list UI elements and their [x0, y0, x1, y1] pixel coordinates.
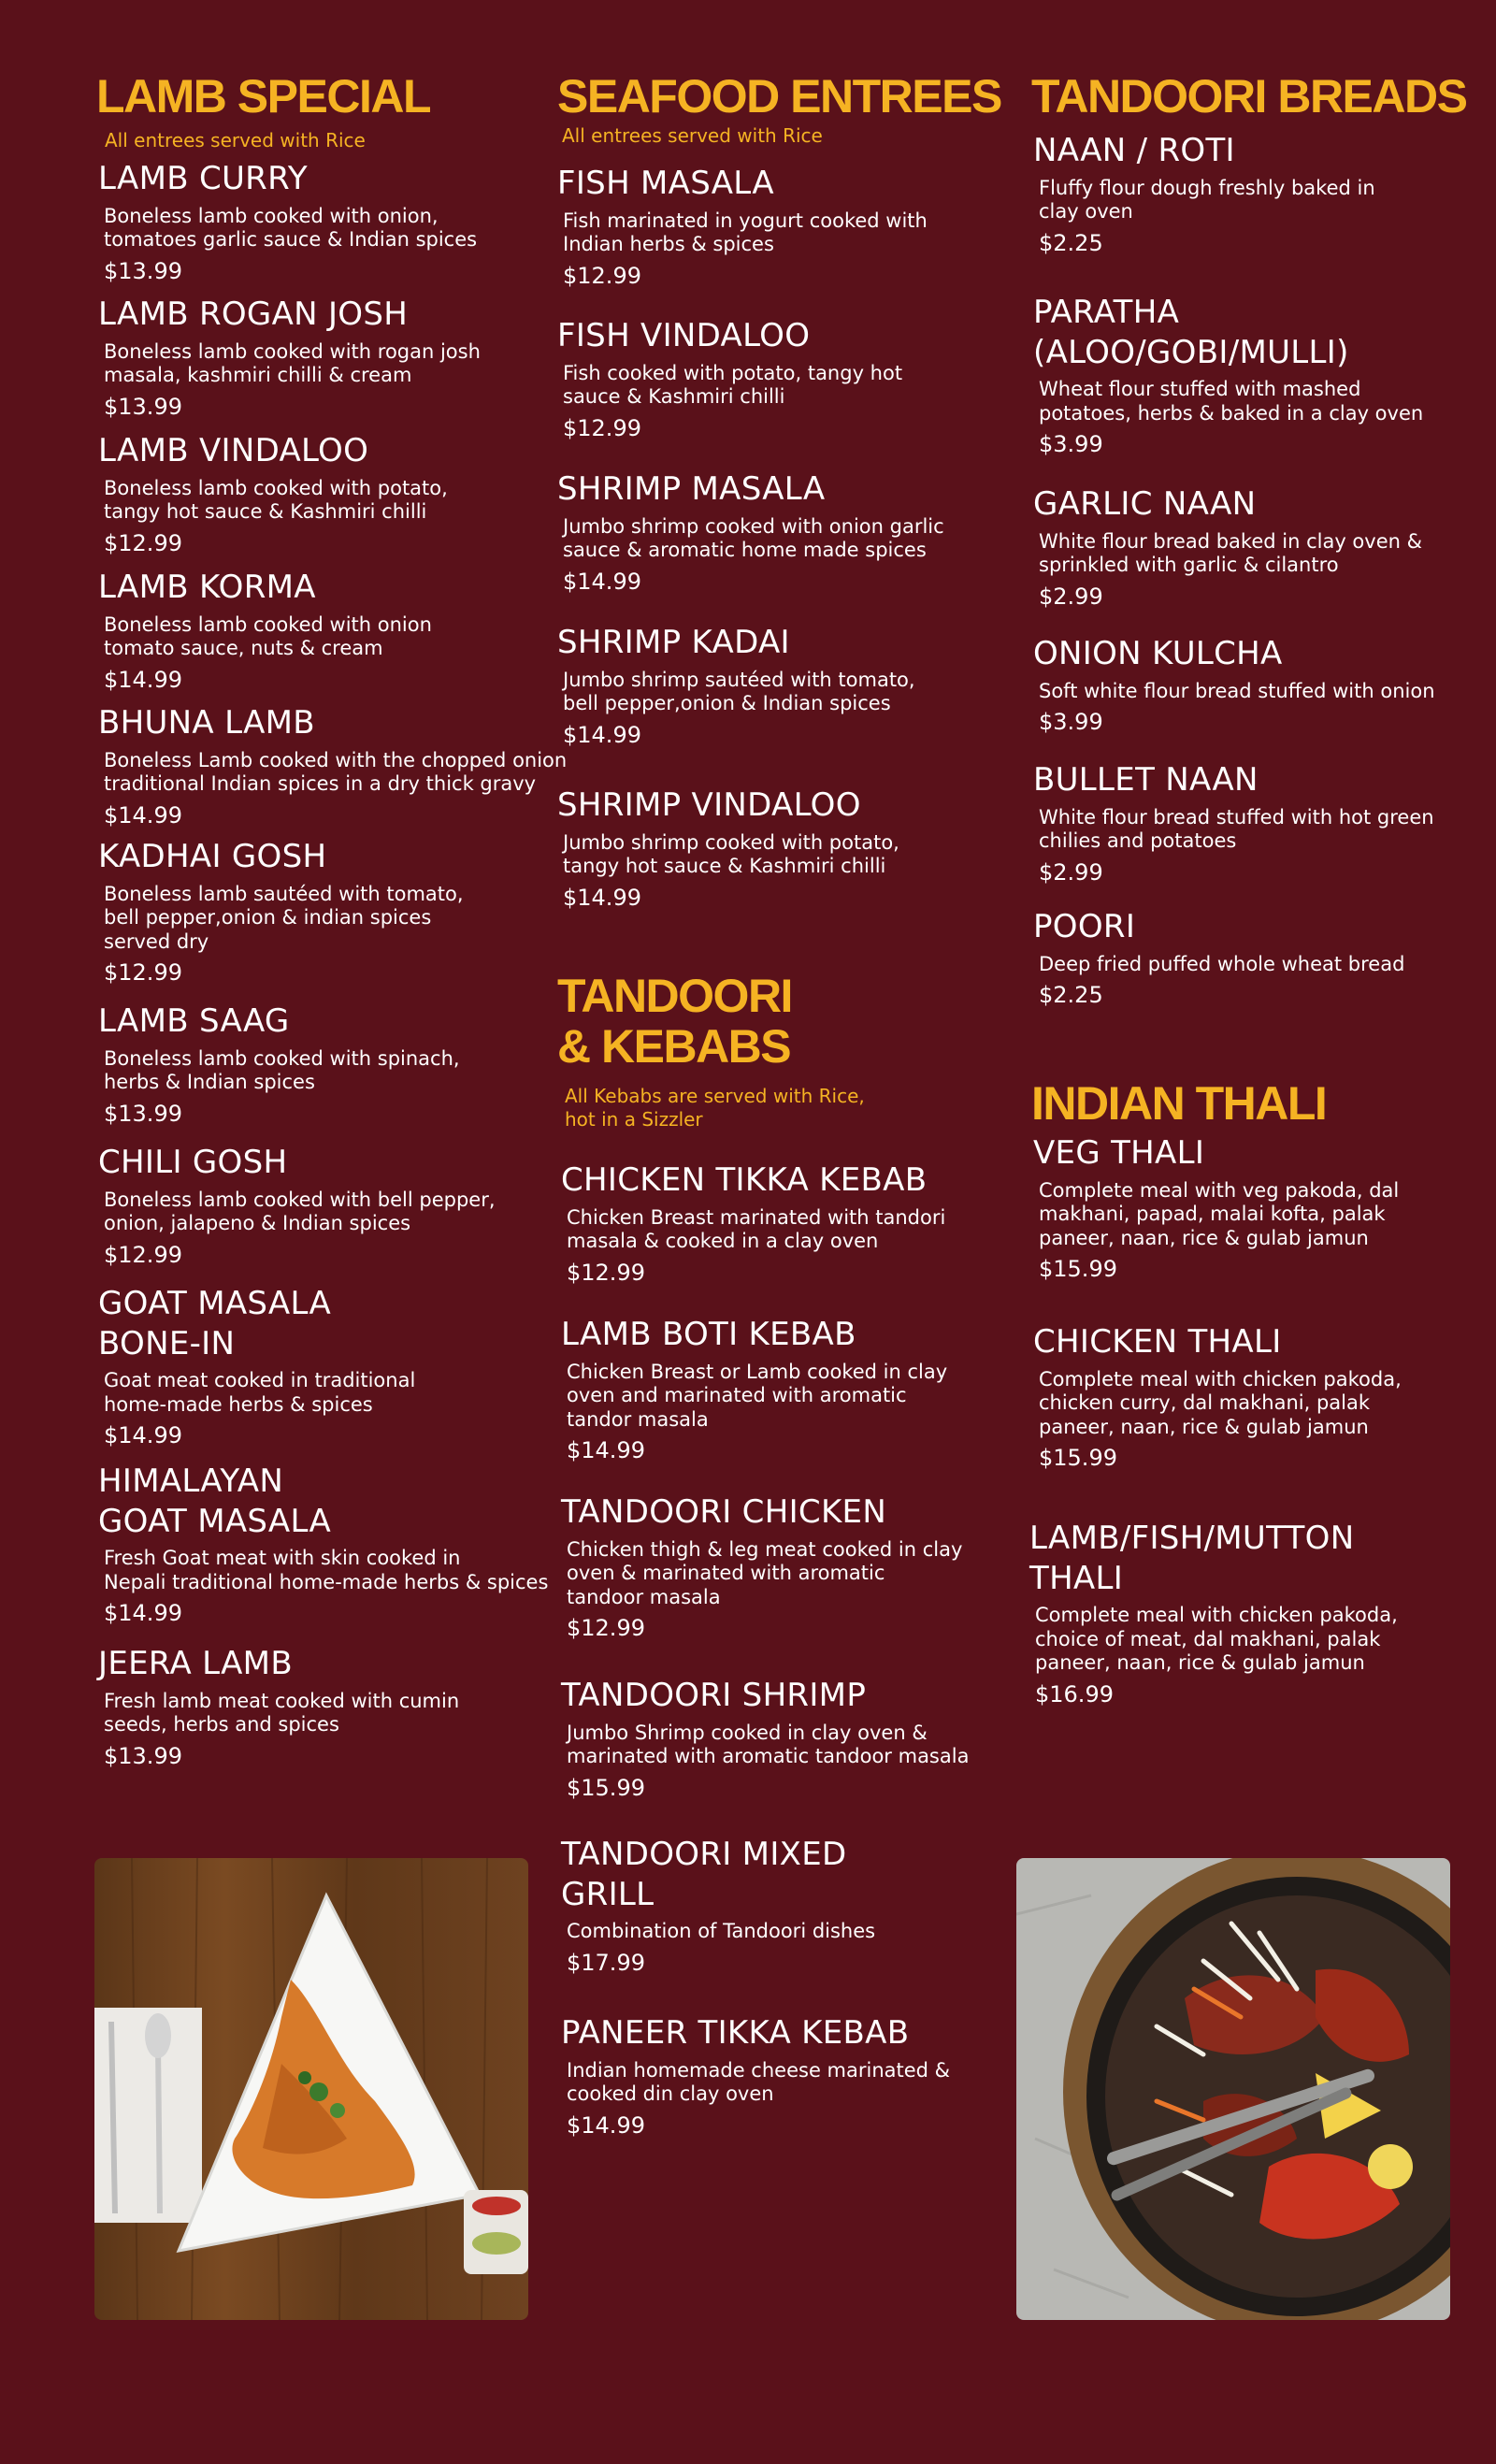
item-description-line: Complete meal with veg pakoda, dal: [1039, 1178, 1400, 1202]
item-description-line: choice of meat, dal makhani, palak: [1035, 1627, 1381, 1650]
item-description-line: sprinkled with garlic & cilantro: [1039, 554, 1339, 577]
item-name: SHRIMP MASALA: [557, 470, 826, 508]
item-description: [563, 362, 902, 410]
breads-menu-item: [1033, 634, 1435, 736]
seafood-menu-item: [557, 316, 902, 442]
seafood-note: All entrees served with Rice: [562, 124, 823, 147]
item-description-line: Complete meal with chicken pakoda,: [1039, 1367, 1402, 1391]
lamb-menu-item: [98, 1143, 496, 1269]
item-price: $13.99: [104, 1742, 182, 1769]
seafood-title: SEAFOOD ENTREES: [557, 70, 1001, 122]
seafood-menu-item: [557, 785, 899, 912]
item-description-line: Jumbo shrimp sautéed with tomato,: [563, 668, 915, 691]
item-name: LAMB CURRY: [98, 160, 308, 197]
item-description-line: White flour bread stuffed with hot green: [1039, 805, 1434, 829]
item-description: [104, 613, 432, 661]
tandoori-menu-item: [561, 1160, 945, 1287]
thali-menu-item: [1033, 1133, 1399, 1283]
item-description: [567, 1206, 945, 1254]
item-price: $16.99: [1035, 1680, 1114, 1708]
item-description-line: Soft white flour bread stuffed with onion: [1039, 679, 1435, 702]
item-price: $12.99: [104, 529, 182, 556]
item-price: $14.99: [567, 2111, 645, 2139]
item-description-line: potatoes, herbs & baked in a clay oven: [1039, 401, 1424, 425]
item-description-line: tangy hot sauce & Kashmiri chilli: [563, 855, 886, 878]
tandoori-menu-item: [561, 1835, 875, 1976]
item-price: $15.99: [567, 1774, 645, 1801]
item-description: [1035, 1604, 1398, 1676]
item-description-line: Boneless lamb cooked with bell pepper,: [104, 1188, 496, 1211]
item-name: VEG THALI: [1033, 1134, 1205, 1172]
lamb-menu-item: [98, 568, 432, 694]
item-name: ONION KULCHA: [1033, 635, 1283, 672]
item-description: [104, 340, 481, 388]
item-price: $13.99: [104, 393, 182, 420]
item-description-line: Combination of Tandoori dishes: [567, 1920, 876, 1942]
item-name: BULLET NAAN: [1033, 761, 1259, 799]
item-name: FISH VINDALOO: [557, 317, 811, 354]
thali-menu-item: [1029, 1519, 1398, 1708]
item-description: [104, 1690, 459, 1737]
item-description: [563, 831, 899, 879]
item-description: [1039, 530, 1422, 578]
item-price: $2.25: [1039, 982, 1103, 1009]
item-description: [567, 1361, 947, 1433]
tandoori-menu-item: [561, 1676, 969, 1802]
item-price: $12.99: [104, 959, 182, 987]
item-price: $3.99: [1039, 709, 1103, 736]
lamb-special-title: LAMB SPECIAL: [96, 70, 430, 122]
item-description-line: sauce & Kashmiri chilli: [563, 385, 785, 409]
item-price: $12.99: [563, 414, 641, 441]
item-description-line: chilies and potatoes: [1039, 829, 1237, 853]
item-description: [1039, 806, 1434, 854]
item-description: [104, 477, 448, 525]
item-description-line: traditional Indian spices in a dry thick gravy: [104, 772, 537, 796]
item-name: LAMB BOTI KEBAB: [561, 1316, 856, 1353]
item-description-line: White flour bread baked in clay oven &: [1039, 529, 1422, 553]
item-description-line: clay oven: [1039, 200, 1133, 223]
item-price: $2.99: [1039, 858, 1103, 886]
item-price: $15.99: [1039, 1256, 1117, 1283]
item-name: CHICKEN TIKKA KEBAB: [561, 1161, 928, 1199]
item-description-line: bell pepper,onion & Indian spices: [563, 692, 891, 715]
item-price: $14.99: [563, 721, 641, 748]
item-name: HIMALAYAN: [98, 1463, 284, 1500]
item-description-line: Boneless lamb cooked with spinach,: [104, 1046, 460, 1070]
item-description: [567, 2059, 950, 2107]
breads-menu-item: [1033, 760, 1434, 886]
item-price: $12.99: [567, 1259, 645, 1286]
item-name: FISH MASALA: [557, 165, 774, 202]
item-description: [104, 749, 567, 797]
item-description-line: chicken curry, dal makhani, palak: [1039, 1391, 1371, 1415]
lamb-menu-item: [98, 159, 477, 285]
item-description-line: tomatoes garlic sauce & Indian spices: [104, 228, 478, 252]
item-description-line: Fish marinated in yogurt cooked with: [563, 209, 928, 232]
thali-title: INDIAN THALI: [1031, 1077, 1327, 1130]
item-name: (ALOO/GOBI/MULLI): [1033, 333, 1349, 371]
item-description-line: Indian homemade cheese marinated &: [567, 2058, 951, 2082]
item-price: $2.99: [1039, 583, 1103, 610]
item-name: GRILL: [561, 1875, 654, 1913]
item-price: $13.99: [104, 257, 182, 284]
item-name: TANDOORI CHICKEN: [561, 1493, 887, 1531]
item-description: [563, 669, 915, 716]
item-description: [1039, 1179, 1399, 1251]
item-price: $17.99: [567, 1949, 645, 1976]
item-name: NAAN / ROTI: [1033, 132, 1235, 169]
item-price: $13.99: [104, 1100, 182, 1127]
item-description-line: Wheat flour stuffed with mashed: [1039, 378, 1361, 400]
sizzler-photo: [1016, 1858, 1450, 2320]
item-description-line: Fish cooked with potato, tangy hot: [563, 361, 903, 384]
item-price: $12.99: [567, 1615, 645, 1642]
thali-menu-item: [1033, 1322, 1402, 1472]
item-name: LAMB VINDALOO: [98, 432, 369, 469]
item-description: [563, 515, 944, 563]
tandoori-menu-item: [561, 2013, 950, 2140]
item-name: GOAT MASALA: [98, 1285, 332, 1322]
tandoori-title-line2: & KEBABS: [557, 1020, 791, 1073]
item-price: $14.99: [563, 884, 641, 911]
breads-menu-item: [1033, 293, 1423, 458]
lamb-menu-item: [98, 295, 481, 421]
tandoori-menu-item: [561, 1492, 962, 1642]
item-description-line: tandor masala: [567, 1407, 709, 1431]
item-price: $14.99: [104, 1422, 182, 1449]
item-description: [104, 1047, 460, 1095]
item-name: LAMB/FISH/MUTTON: [1029, 1520, 1355, 1557]
item-description-line: bell pepper,onion & indian spices: [104, 906, 432, 929]
item-name: SHRIMP KADAI: [557, 624, 790, 661]
item-description: [104, 205, 477, 252]
item-description-line: home-made herbs & spices: [104, 1392, 373, 1416]
seafood-menu-item: [557, 164, 928, 290]
item-description-line: Fresh lamb meat cooked with cumin: [104, 1689, 460, 1712]
breads-menu-item: [1033, 484, 1422, 611]
breads-menu-item: [1033, 907, 1404, 1009]
item-description-line: sauce & aromatic home made spices: [563, 539, 927, 562]
item-description-line: onion, jalapeno & Indian spices: [104, 1212, 411, 1235]
item-price: $15.99: [1039, 1445, 1117, 1472]
lamb-menu-item: [98, 1284, 415, 1449]
item-description: [104, 883, 464, 955]
item-name: BHUNA LAMB: [98, 704, 315, 742]
item-description-line: Jumbo shrimp cooked with onion garlic: [563, 514, 944, 538]
item-description-line: Jumbo Shrimp cooked in clay oven &: [567, 1721, 928, 1744]
item-price: $14.99: [567, 1437, 645, 1464]
item-description-line: cooked din clay oven: [567, 2082, 774, 2106]
item-description-line: masala, kashmiri chilli & cream: [104, 364, 412, 387]
item-name: CHILI GOSH: [98, 1144, 288, 1181]
item-description-line: Chicken Breast marinated with tandori: [567, 1205, 946, 1229]
item-name: BONE-IN: [98, 1324, 236, 1362]
item-description-line: Jumbo shrimp cooked with potato,: [563, 830, 899, 854]
item-name: KADHAI GOSH: [98, 838, 327, 875]
item-description-line: Chicken thigh & leg meat cooked in clay: [567, 1537, 963, 1561]
item-description-line: tomato sauce, nuts & cream: [104, 637, 383, 660]
item-description-line: Boneless lamb cooked with onion: [104, 612, 432, 636]
lamb-menu-item: [98, 1001, 460, 1128]
tandoori-title-line1: TANDOORI: [557, 970, 792, 1022]
item-description-line: tangy hot sauce & Kashmiri chilli: [104, 500, 427, 524]
item-description-line: Goat meat cooked in traditional: [104, 1369, 416, 1391]
breads-title: TANDOORI BREADS: [1031, 70, 1467, 122]
item-description-line: Boneless lamb cooked with onion,: [104, 204, 439, 227]
item-description-line: Complete meal with chicken pakoda,: [1035, 1604, 1398, 1626]
item-description-line: makhani, papad, malai kofta, palak: [1039, 1203, 1386, 1226]
item-description-line: tandoor masala: [567, 1585, 721, 1608]
item-price: $14.99: [104, 1600, 182, 1627]
item-description: [104, 1547, 548, 1594]
item-name: GARLIC NAAN: [1033, 485, 1257, 523]
lamb-menu-item: [98, 431, 448, 557]
tandoori-menu-item: [561, 1315, 947, 1464]
item-description: [567, 1722, 969, 1769]
item-name: LAMB KORMA: [98, 569, 316, 606]
item-description-line: masala & cooked in a clay oven: [567, 1230, 879, 1253]
item-price: $14.99: [104, 801, 182, 829]
item-description: [104, 1369, 415, 1417]
lamb-menu-item: [98, 1462, 548, 1627]
item-description-line: marinated with aromatic tandoor masala: [567, 1745, 970, 1768]
lamb-special-note: All entrees served with Rice: [105, 129, 366, 151]
item-description-line: seeds, herbs and spices: [104, 1713, 339, 1736]
lamb-menu-item: [98, 703, 567, 829]
lamb-menu-item: [98, 837, 464, 987]
tandoori-note-line1: All Kebabs are served with Rice,: [565, 1085, 865, 1107]
item-description: [1039, 680, 1435, 704]
item-description-line: oven & marinated with aromatic: [567, 1562, 885, 1585]
item-name: TANDOORI SHRIMP: [561, 1677, 867, 1714]
seafood-menu-item: [557, 469, 944, 596]
item-description: [1039, 177, 1375, 224]
item-name: POORI: [1033, 908, 1136, 945]
item-description-line: Nepali traditional home-made herbs & spices: [104, 1570, 549, 1593]
item-name: JEERA LAMB: [98, 1645, 293, 1682]
item-description-line: herbs & Indian spices: [104, 1071, 315, 1094]
item-price: $3.99: [1039, 431, 1103, 458]
pakora-photo: [94, 1858, 528, 2320]
item-description-line: Chicken Breast or Lamb cooked in clay: [567, 1360, 948, 1383]
item-description-line: Fluffy flour dough freshly baked in: [1039, 176, 1375, 199]
item-description: [1039, 378, 1423, 425]
item-name: CHICKEN THALI: [1033, 1323, 1282, 1361]
item-description-line: Fresh Goat meat with skin cooked in: [104, 1547, 461, 1569]
item-name: LAMB SAAG: [98, 1002, 290, 1040]
tandoori-note-line2: hot in a Sizzler: [565, 1108, 703, 1131]
item-description-line: Deep fried puffed whole wheat bread: [1039, 952, 1405, 975]
item-description: [567, 1538, 962, 1610]
item-description: [1039, 1368, 1402, 1440]
item-description: [567, 1920, 875, 1944]
item-description-line: Boneless lamb cooked with rogan josh: [104, 339, 481, 363]
item-price: $12.99: [563, 262, 641, 289]
item-description-line: oven and marinated with aromatic: [567, 1384, 907, 1407]
item-description-line: paneer, naan, rice & gulab jamun: [1039, 1415, 1369, 1438]
breads-menu-item: [1033, 131, 1375, 257]
item-price: $2.25: [1039, 229, 1103, 256]
item-name: SHRIMP VINDALOO: [557, 786, 861, 824]
seafood-menu-item: [557, 623, 915, 749]
item-description-line: served dry: [104, 929, 209, 953]
item-description-line: Boneless lamb cooked with potato,: [104, 476, 448, 499]
item-price: $14.99: [104, 666, 182, 693]
item-description: [104, 1189, 496, 1236]
item-description-line: Indian herbs & spices: [563, 233, 774, 256]
item-description-line: Boneless Lamb cooked with the chopped onion: [104, 748, 568, 771]
item-price: $14.99: [563, 568, 641, 595]
item-description: [1039, 953, 1404, 977]
item-name: TANDOORI MIXED: [561, 1836, 847, 1873]
item-description-line: paneer, naan, rice & gulab jamun: [1035, 1651, 1365, 1675]
item-name: LAMB ROGAN JOSH: [98, 295, 409, 333]
item-name: PANEER TIKKA KEBAB: [561, 2014, 910, 2052]
lamb-menu-item: [98, 1644, 459, 1770]
item-description-line: Boneless lamb sautéed with tomato,: [104, 882, 464, 905]
item-name: GOAT MASALA: [98, 1502, 332, 1540]
item-name: THALI: [1029, 1559, 1124, 1597]
item-name: PARATHA: [1033, 294, 1180, 331]
item-price: $12.99: [104, 1241, 182, 1268]
item-description-line: paneer, naan, rice & gulab jamun: [1039, 1226, 1369, 1249]
item-description: [563, 209, 928, 257]
